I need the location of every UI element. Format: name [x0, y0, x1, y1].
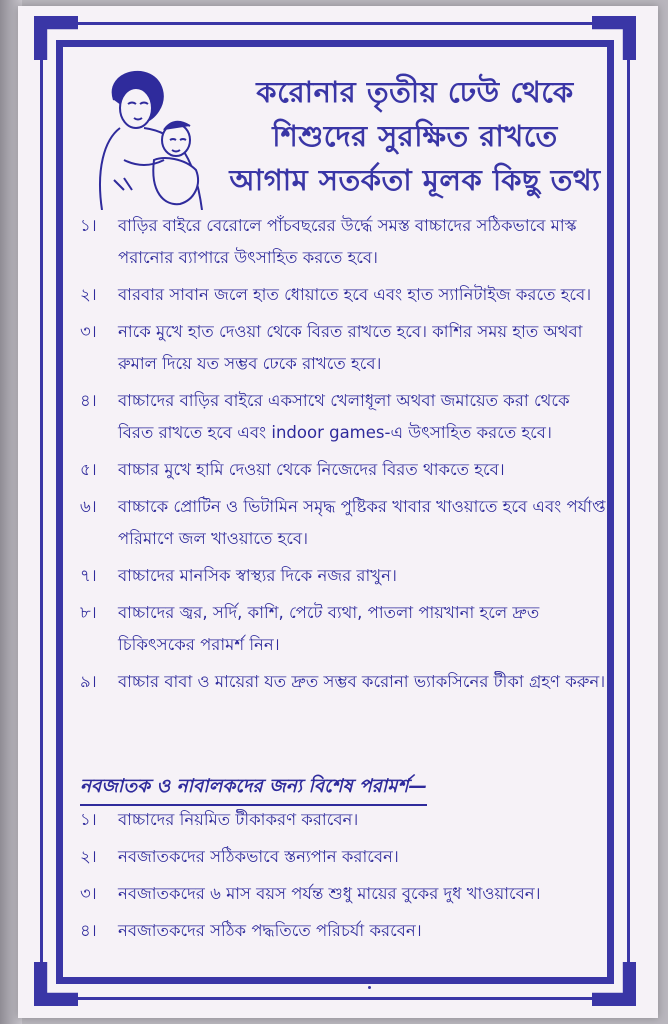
list-item	[80, 560, 610, 592]
item-number: ৩।	[80, 322, 97, 341]
list-item	[80, 279, 610, 311]
section-heading: নবজাতক ও নাবালকদের জন্য বিশেষ পরামর্শ—	[80, 772, 427, 806]
list-item	[80, 210, 610, 274]
list-item	[80, 666, 610, 698]
newborn-advice-list	[80, 804, 610, 952]
list-item	[80, 915, 610, 947]
item-text: নবজাতকদের সঠিকভাবে স্তন্যপান করাবেন।	[118, 847, 399, 866]
item-text: বাচ্চাদের নিয়মিত টীকাকরণ করাবেন।	[118, 810, 359, 829]
list-item	[80, 491, 610, 555]
item-number: ৩।	[80, 884, 97, 903]
item-text: বাচ্চার বাবা ও মায়েরা যত দ্রুত সম্ভব করোনা ভ্যাকসিনের টীকা গ্রহণ করুন।	[118, 672, 606, 691]
item-number: ৬।	[80, 497, 97, 516]
item-number: ২।	[80, 847, 97, 866]
advice-list	[80, 210, 610, 703]
item-number: ৪।	[80, 921, 97, 940]
item-text: বাচ্চাদের মানসিক স্বাস্থ্যর দিকে নজর রাখুন।	[118, 566, 397, 585]
item-number: ৯।	[80, 672, 97, 691]
list-item	[80, 597, 610, 661]
item-text: বাচ্চাদের জ্বর, সর্দি, কাশি, পেটে ব্যথা, পাতলা পায়খানা হলে দ্রুত চিকিৎসকের পরামর্শ নিন।	[118, 603, 540, 654]
list-item	[80, 804, 610, 836]
list-item	[80, 454, 610, 486]
item-number: ১।	[80, 216, 97, 235]
item-number: ১।	[80, 810, 97, 829]
leaflet-title	[220, 70, 610, 202]
title-line: শিশুদের সুরক্ষিত রাখতে	[272, 119, 558, 153]
item-number: ৭।	[80, 566, 97, 585]
list-item	[80, 385, 610, 449]
item-text: নবজাতকদের ৬ মাস বয়স পর্যন্ত শুধু মায়ের বুকের দুধ খাওয়াবেন।	[118, 884, 541, 903]
item-number: ২।	[80, 285, 97, 304]
item-number: ৮।	[80, 603, 97, 622]
item-text: বাচ্চার মুখে হামি দেওয়া থেকে নিজেদের বিরত থাকতে হবে।	[118, 460, 505, 479]
list-item	[80, 841, 610, 873]
ink-dot	[368, 986, 371, 989]
mother-child-illustration-icon	[84, 60, 214, 210]
item-text: বারবার সাবান জলে হাত ধোয়াতে হবে এবং হাত স্যানিটাইজ করতে হবে।	[118, 285, 592, 304]
item-text: বাচ্চাকে প্রোটিন ও ভিটামিন সমৃদ্ধ পুষ্টিকর খাবার খাওয়াতে হবে এবং পর্যাপ্ত পরিমাণে জল খাওয়াতে হবে।	[118, 497, 606, 548]
title-line: আগাম সতর্কতা মূলক কিছু তথ্য	[229, 163, 601, 197]
title-line: করোনার তৃতীয় ঢেউ থেকে	[256, 75, 574, 109]
item-text: বাচ্চাদের বাড়ির বাইরে একসাথে খেলাধূলা অথবা জমায়েত করা থেকে বিরত রাখতে হবে এবং indoor games-এ উৎসাহিত করতে হবে।	[118, 391, 570, 442]
list-item	[80, 878, 610, 910]
item-number: ৪।	[80, 391, 97, 410]
item-text: নবজাতকদের সঠিক পদ্ধতিতে পরিচর্যা করবেন।	[118, 921, 422, 940]
list-item	[80, 316, 610, 380]
item-text: বাড়ির বাইরে বেরোলে পাঁচবছরের উর্দ্ধে সমস্ত বাচ্চাদের সঠিকভাবে মাস্ক পরানোর ব্যাপারে উৎসাহিত করতে হবে।	[118, 216, 577, 267]
item-number: ৫।	[80, 460, 97, 479]
item-text: নাকে মুখে হাত দেওয়া থেকে বিরত রাখতে হবে। কাশির সময় হাত অথবা রুমাল দিয়ে যত সম্ভব ঢেকে রাখতে হবে।	[118, 322, 583, 373]
